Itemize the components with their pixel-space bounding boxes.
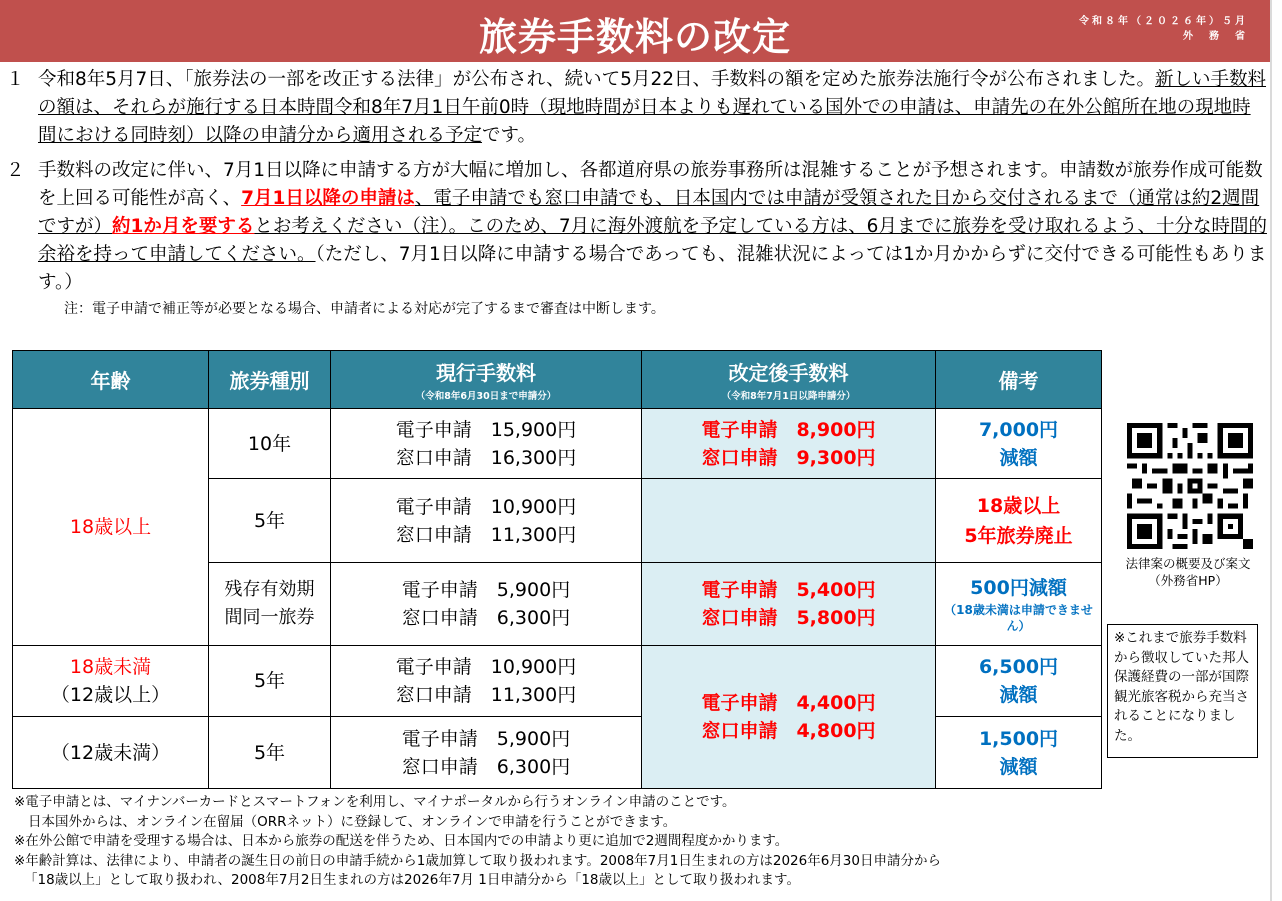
- age-cell-minor: [13, 646, 209, 717]
- issue-date: 令和８年（２０２６年）５月: [1079, 16, 1248, 27]
- type-cell: 5年: [209, 646, 331, 717]
- age-text: （12歳以上）: [50, 684, 171, 706]
- remark-text: 1,500円: [978, 727, 1059, 750]
- remark-subtext: （18歳未満は申請できません）: [944, 603, 1093, 633]
- fee-counter: 窓口申請 4,800円: [701, 720, 876, 742]
- paragraph-text: [38, 66, 1268, 150]
- remark-text: 減額: [999, 446, 1038, 469]
- underlined-text: 新しい手数料の額は、それらが施行する日本時間令和8年7月1日午前0時（現地時間が日本よりも遅れている国外での申請は、申請先の在外公館所在地の現地時間における同時刻）以降の申請分から適用される予定: [38, 69, 1267, 146]
- fee-counter: 窓口申請 6,300円: [401, 607, 571, 629]
- text-run: 令和8年5月7日、「旅券法の一部を改正する法律」が公布され、続いて5月22日、手数料の額を定めた旅券法施行令が公布されました。: [38, 69, 1155, 90]
- text-run: です。: [482, 125, 537, 146]
- table-header-row: [13, 351, 1102, 409]
- qr-code-icon[interactable]: [1126, 423, 1254, 549]
- remark-text: 6,500円: [978, 656, 1059, 678]
- qr-caption-title: 法律案の概要及び案文: [1125, 556, 1251, 571]
- paragraph-number: ２: [6, 160, 25, 181]
- page-edge-divider: [1270, 0, 1272, 901]
- highlight-text: 約1か月を要する: [112, 216, 255, 237]
- revised-fee-cell: [642, 563, 936, 646]
- fee-table: [12, 350, 1102, 789]
- current-fee-cell: [331, 409, 642, 479]
- fee-electronic: 電子申請 5,900円: [401, 579, 571, 601]
- header-label: 現行手数料: [436, 361, 536, 385]
- footnote: ※在外公館で申請を受理する場合は、日本から旅券の配送を伴うため、日本国内での申請より更に追加で2週間程度かかります。: [14, 833, 789, 849]
- table-row: [13, 717, 1102, 789]
- application-note: 注：電子申請で補正等が必要となる場合、申請者による対応が完了するまで審査は中断します。: [64, 301, 665, 317]
- age-cell-adult: 18歳以上: [13, 409, 209, 646]
- type-text: 残存有効期: [224, 579, 315, 600]
- underlined-text: とお考えください（注）。このため、7月に海外渡航を予定している方は、6月までに旅券を受け取れるよう、十分な時間的余裕を持って申請してください。: [38, 216, 1267, 265]
- underlined-text: 、電子申請でも窓口申請でも、日本国内では申請が受領された日から交付されるまで（通常は約2週間ですが）: [38, 188, 1260, 237]
- age-text: 18歳未満: [69, 656, 152, 678]
- type-text: 間同一旅券: [224, 607, 315, 628]
- fee-electronic: 電子申請 5,900円: [401, 727, 571, 750]
- fee-counter: 窓口申請 11,300円: [395, 523, 577, 546]
- type-cell: 5年: [209, 717, 331, 789]
- fee-electronic: 電子申請 15,900円: [395, 418, 577, 441]
- issuer-block: [1079, 14, 1248, 44]
- current-fee-cell: [331, 717, 642, 789]
- remarks-cell: [936, 717, 1102, 789]
- fee-electronic: 電子申請 5,400円: [701, 579, 876, 601]
- header-current: [331, 351, 642, 409]
- paragraph-text: [38, 157, 1268, 297]
- qr-caption-source: （外務省HP）: [1148, 573, 1228, 588]
- header-banner: [0, 0, 1270, 62]
- fee-counter: 窓口申請 5,800円: [701, 607, 876, 629]
- footnote: 日本国外からは、オンライン在留届（ORRネット）に登録して、オンラインで申請を行うことができます。: [28, 813, 677, 830]
- type-cell: [209, 563, 331, 646]
- age-cell-child: （12歳未満）: [13, 717, 209, 789]
- remark-text: 7,000円: [978, 418, 1059, 441]
- fee-counter: 窓口申請 9,300円: [701, 446, 876, 469]
- remarks-cell: [936, 479, 1102, 563]
- remark-text: 5年旅券廃止: [964, 524, 1073, 547]
- fee-electronic: 電子申請 10,900円: [395, 656, 577, 678]
- paragraph-2: [6, 157, 1268, 297]
- issuer-ministry: 外 務 省: [1183, 31, 1248, 42]
- table-row: [13, 409, 1102, 479]
- highlight-text: 7月1日以降の申請は: [241, 188, 415, 209]
- remarks-cell: [936, 646, 1102, 717]
- header-sublabel: （令和8年6月30日まで申請分）: [415, 391, 557, 402]
- remarks-cell: [936, 563, 1102, 646]
- current-fee-cell: [331, 646, 642, 717]
- page-title: 旅券手数料の改定: [478, 15, 791, 59]
- qr-caption: [1108, 555, 1268, 589]
- header-sublabel: （令和8年7月1日以降申請分）: [721, 391, 856, 402]
- footnotes: [14, 793, 1264, 891]
- remark-text: 500円減額: [970, 577, 1067, 599]
- header-age: 年齢: [13, 351, 209, 409]
- header-type: 旅券種別: [209, 351, 331, 409]
- fee-electronic: 電子申請 4,400円: [701, 692, 876, 714]
- fee-electronic: 電子申請 8,900円: [701, 418, 876, 441]
- paragraph-1: [6, 66, 1268, 150]
- current-fee-cell: [331, 563, 642, 646]
- remark-text: 減額: [999, 755, 1038, 778]
- footnote: ※電子申請とは、マイナンバーカードとスマートフォンを利用し、マイナポータルから行うオンライン申請のことです。: [14, 794, 736, 810]
- header-label: 改定後手数料: [728, 361, 849, 385]
- type-cell: 5年: [209, 479, 331, 563]
- type-cell: 10年: [209, 409, 331, 479]
- fee-electronic: 電子申請 10,900円: [395, 495, 577, 518]
- footnote: ※年齢計算は、法律により、申請者の誕生日の前日の申請手続から1歳加算して取り扱われます。2008年7月1日生まれの方は2026年6月30日申請分から: [14, 852, 941, 869]
- header-remarks: 備考: [936, 351, 1102, 409]
- table-row: [13, 646, 1102, 717]
- header-revised: [642, 351, 936, 409]
- text-run: （ただし、7月1日以降に申請する場合であっても、混雑状況によっては1か月かからずに交付できる可能性もあります。）: [38, 244, 1267, 293]
- remark-text: 減額: [999, 684, 1038, 706]
- remark-text: 18歳以上: [976, 494, 1061, 517]
- current-fee-cell: [331, 479, 642, 563]
- revised-fee-cell: [642, 409, 936, 479]
- footnote: 「18歳以上」として取り扱われ、2008年7月2日生まれの方は2026年7月 1日申請分から「18歳以上」として取り扱われます。: [24, 872, 800, 888]
- paragraph-number: １: [6, 69, 25, 90]
- revised-fee-cell: [642, 646, 936, 789]
- revised-fee-cell-empty: [642, 479, 936, 563]
- text-run: 手数料の改定に伴い、7月1日以降に申請する方が大幅に増加し、各都道府県の旅券事務所は混雑することが予想されます。申請数が旅券作成可能数を上回る可能性が高く、: [38, 160, 1263, 209]
- side-note-box: ※これまで旅券手数料から徴収していた邦人保護経費の一部が国際観光旅客税から充当されることになりました。: [1107, 624, 1258, 758]
- remarks-cell: [936, 409, 1102, 479]
- fee-counter: 窓口申請 6,300円: [401, 755, 571, 778]
- fee-counter: 窓口申請 11,300円: [395, 684, 577, 706]
- fee-counter: 窓口申請 16,300円: [395, 446, 577, 469]
